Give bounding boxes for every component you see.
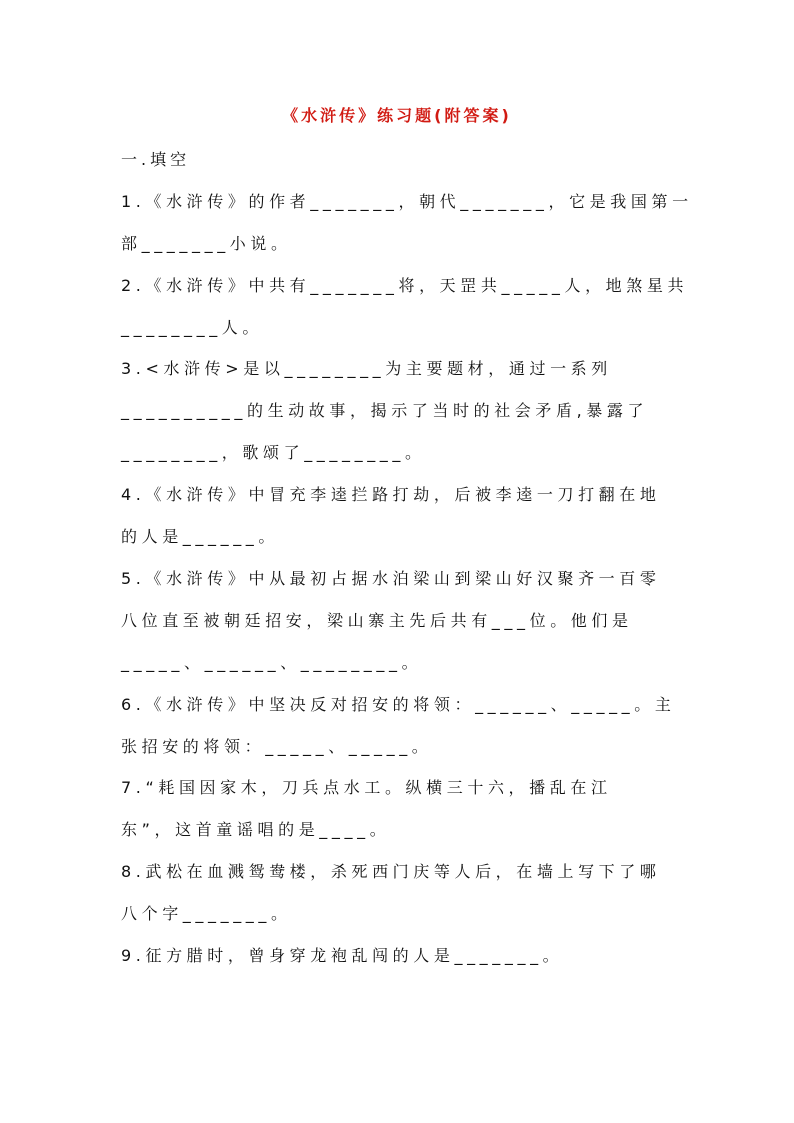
section-heading: 一.填空 [121,150,191,169]
question-7-line-2: 东”，这首童谣唱的是____。 [121,820,391,839]
question-8-line-1: 8.武松在血溅鸳鸯楼，杀死西门庆等人后，在墙上写下了哪 [121,862,661,881]
question-4-line-1: 4.《水浒传》中冒充李逵拦路打劫，后被李逵一刀打翻在地 [121,485,661,504]
question-4-line-2: 的人是______。 [121,527,280,546]
question-1-line-1: 1.《水浒传》的作者_______，朝代_______，它是我国第一 [121,192,693,211]
question-5-line-2: 八位直至被朝廷招安，梁山寨主先后共有___位。他们是 [121,611,633,630]
question-1-line-2: 部_______小说。 [121,234,292,253]
question-5-line-1: 5.《水浒传》中从最初占据水泊梁山到梁山好汉聚齐一百零 [121,569,661,588]
question-3-line-1: 3.<水浒传>是以________为主要题材，通过一系列 [121,359,612,378]
question-3-line-3: ________，歌颂了________。 [121,443,426,462]
question-6-line-2: 张招安的将领：_____、_____。 [121,737,433,756]
question-6-line-1: 6.《水浒传》中坚决反对招安的将领：______、_____。主 [121,695,676,714]
question-3-line-2: __________的生动故事，揭示了当时的社会矛盾,暴露了 [121,401,649,420]
question-9-line-1: 9.征方腊时，曾身穿龙袍乱闯的人是_______。 [121,946,564,965]
question-8-line-2: 八个字_______。 [121,904,292,923]
document-title: 《水浒传》练习题(附答案) [282,106,512,125]
question-2-line-2: ________人。 [121,318,263,337]
question-7-line-1: 7.“耗国因家木，刀兵点水工。纵横三十六，播乱在江 [121,778,612,797]
question-5-line-3: _____、______、________。 [121,653,423,672]
question-2-line-1: 2.《水浒传》中共有_______将，天罡共_____人，地煞星共 [121,276,689,295]
